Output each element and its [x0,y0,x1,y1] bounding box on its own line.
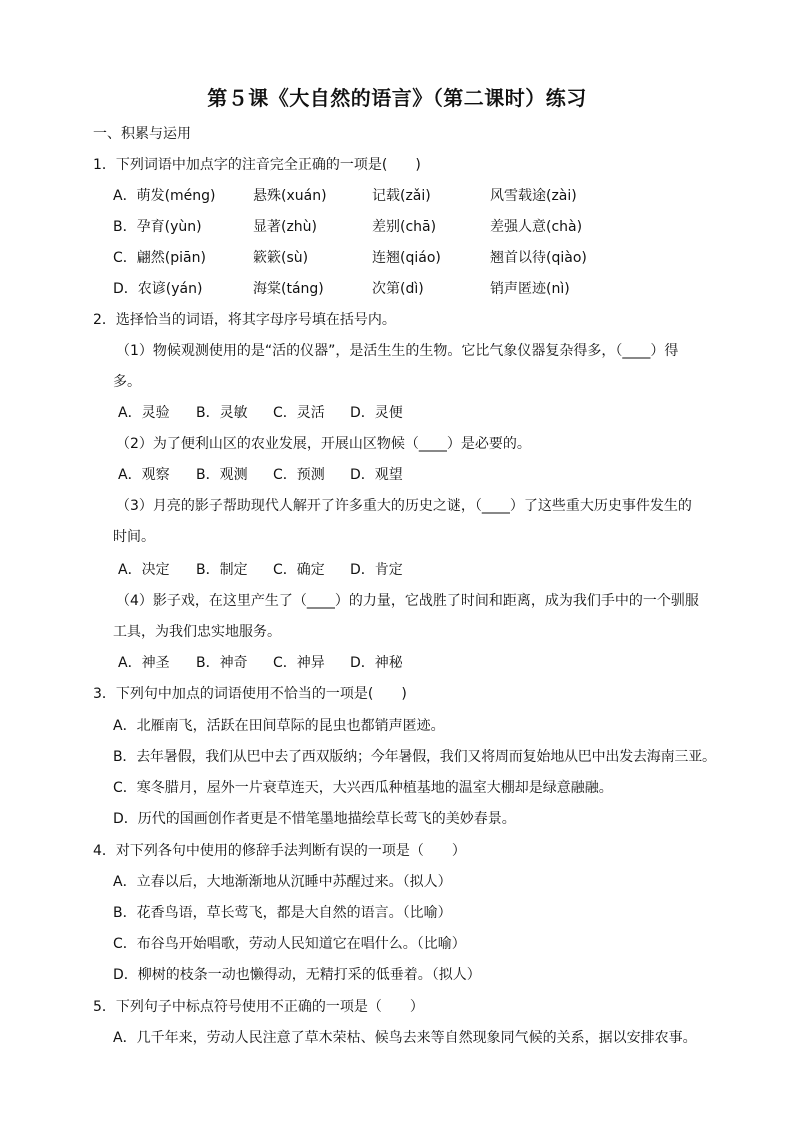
question-1-row-c [113,248,713,268]
choice-option: A．灵验 [118,405,170,421]
q1-option-cell: 差强人意(chà) [490,219,583,235]
question-2-stem: 2．选择恰当的词语，将其字母序号填在括号内。 [93,312,396,328]
choice-option: D．观望 [350,467,403,483]
choice-option: A．观察 [118,467,170,483]
q1-option-cell: 簌簌(sù) [253,250,309,266]
q1-option-cell: 记载(zǎi) [372,188,431,204]
q1-option-cell: D．农谚(yán) [113,281,203,297]
q1-option-cell: 销声匿迹(nì) [490,281,570,297]
choice-option: A．决定 [118,562,170,578]
choice-option: B．观测 [196,467,248,483]
question-2-item-4-cont: 工具，为我们忠实地服务。 [113,624,281,640]
q1-option-cell: C．翩然(piān) [113,250,206,266]
question-3-option-c: C．寒冬腊月，屋外一片衰草连天，大兴西瓜种植基地的温室大棚却是绿意融融。 [113,780,613,796]
q1-option-cell: 悬殊(xuán) [253,188,327,204]
question-4-option-a: A．立春以后，大地渐渐地从沉睡中苏醒过来。（拟人） [113,874,452,890]
choice-option: C．确定 [273,562,325,578]
question-5-option-a: A．几千年来，劳动人民注意了草木荣枯、候鸟去来等自然现象同气候的关系，据以安排农事。 [113,1030,697,1046]
q1-option-cell: 差别(chā) [372,219,437,235]
question-4-stem: 4．对下列各句中使用的修辞手法判断有误的一项是（ ） [93,843,466,859]
choice-option: C．预测 [273,467,325,483]
q1-option-cell: 风雪载途(zài) [490,188,577,204]
question-3-option-a: A．北雁南飞，活跃在田间草际的昆虫也都销声匿迹。 [113,718,445,734]
question-2-item-4-text: （4）影子戏，在这里产生了（____）的力量，它战胜了时间和距离，成为我们手中的一个驯服 [116,593,699,609]
choice-option: D．肯定 [350,562,403,578]
question-3-option-b: B．去年暑假，我们从巴中去了西双版纳；今年暑假，我们又将周而复始地从巴中出发去海南三亚。 [113,749,716,765]
choice-option: B．灵敏 [196,405,248,421]
choice-option: A．神圣 [118,655,170,671]
question-3-option-d: D．历代的国画创作者更是不惜笔墨地描绘草长莺飞的美妙春景。 [113,811,516,827]
question-4-option-b: B．花香鸟语，草长莺飞，都是大自然的语言。（比喻） [113,905,452,921]
question-2-item-2-text: （2）为了便利山区的农业发展，开展山区物候（____）是必要的。 [116,436,531,452]
question-4-option-d: D．柳树的枝条一动也懒得动，无精打采的低垂着。（拟人） [113,967,481,983]
choice-option: C．神异 [273,655,325,671]
q1-option-cell: 连翘(qiáo) [372,250,441,266]
question-2-item-3-text: （3）月亮的影子帮助现代人解开了许多重大的历史之谜，（____）了这些重大历史事件发生的 [116,498,692,514]
choice-option: B．制定 [196,562,248,578]
question-1-row-d [113,279,713,299]
question-2-item-1-cont: 多。 [113,374,141,390]
choice-option: B．神奇 [196,655,248,671]
question-1-row-b [113,217,713,237]
choice-option: C．灵活 [273,405,325,421]
question-3-stem: 3．下列句中加点的词语使用不恰当的一项是( ) [93,686,407,702]
question-2-item-3-cont: 时间。 [113,529,155,545]
choice-option: D．灵便 [350,405,403,421]
page-title: 第５课《大自然的语言》（第二课时）练习 [207,86,587,110]
q1-option-cell: 次第(dì) [372,281,424,297]
q1-option-cell: B．孕育(yùn) [113,219,202,235]
question-1-stem: 1．下列词语中加点字的注音完全正确的一项是( ) [93,157,421,173]
question-2-item-1-text: （1）物候观测使用的是“活的仪器”，是活生生的生物。它比气象仪器复杂得多，（____）得 [116,343,679,359]
q1-option-cell: A．萌发(méng) [113,188,216,204]
section-heading: 一、积累与运用 [93,126,191,142]
q1-option-cell: 翘首以待(qiào) [490,250,587,266]
question-5-stem: 5．下列句子中标点符号使用不正确的一项是（ ） [93,999,424,1015]
q1-option-cell: 海棠(táng) [253,281,324,297]
q1-option-cell: 显著(zhù) [253,219,318,235]
choice-option: D．神秘 [350,655,403,671]
question-1-row-a [113,186,713,206]
question-4-option-c: C．布谷鸟开始唱歌，劳动人民知道它在唱什么。（比喻） [113,936,466,952]
